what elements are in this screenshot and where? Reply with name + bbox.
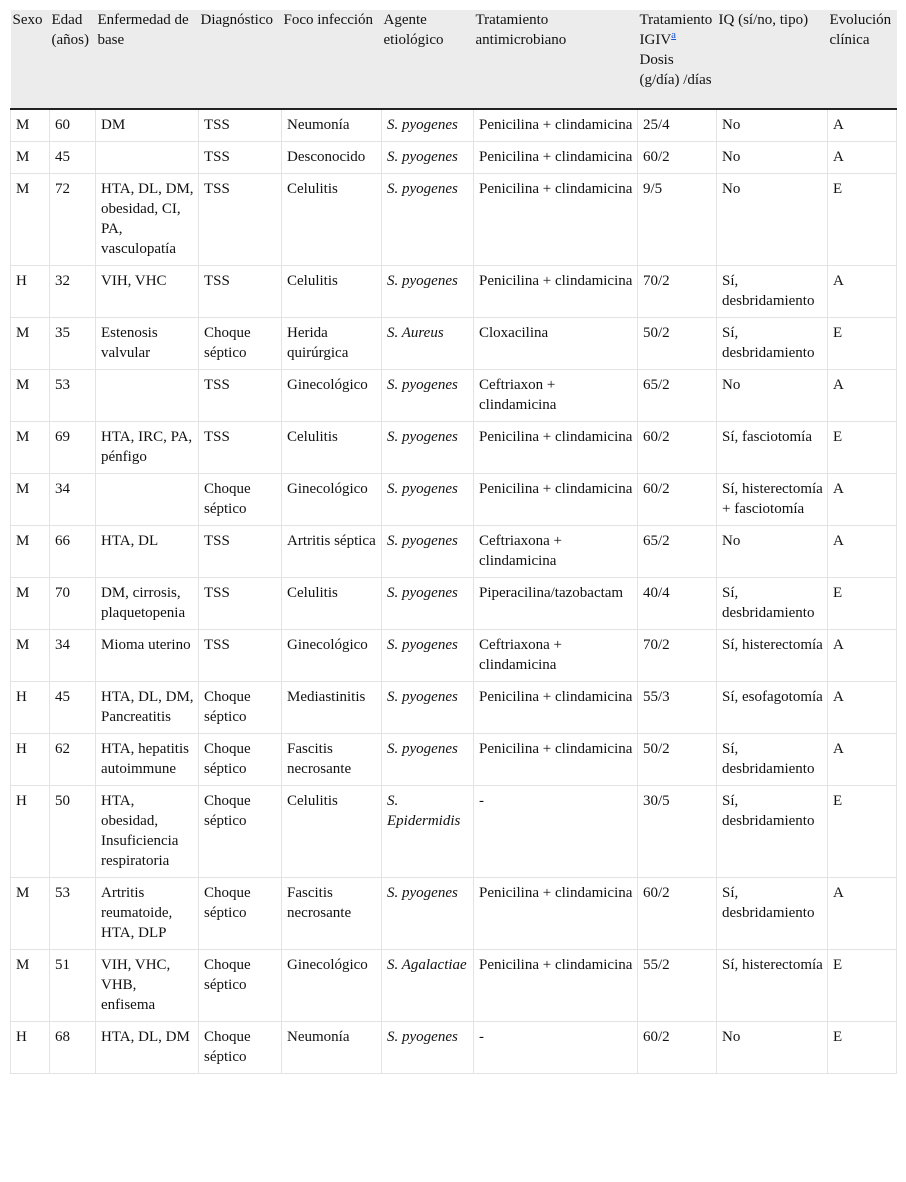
cell-enfermedad-base: HTA, DL, DM, Pancreatitis: [96, 682, 199, 734]
cell-edad: 45: [50, 682, 96, 734]
footnote-link[interactable]: a: [671, 29, 677, 41]
cell-evolucion-clinica: A: [828, 682, 897, 734]
cell-iq: No: [717, 174, 828, 266]
table-row: [11, 578, 897, 630]
cell-enfermedad-base: HTA, IRC, PA, pénfigo: [96, 422, 199, 474]
cell-diagnostico: Choque séptico: [199, 786, 282, 878]
cell-enfermedad-base: VIH, VHC: [96, 266, 199, 318]
cell-tratamiento-antimicrobiano: Penicilina + clindamicina: [474, 109, 638, 142]
cell-enfermedad-base: HTA, DL: [96, 526, 199, 578]
cell-sexo: M: [11, 370, 50, 422]
cell-enfermedad-base: HTA, DL, DM: [96, 1022, 199, 1074]
cell-foco-infeccion: Ginecológico: [282, 370, 382, 422]
cell-diagnostico: TSS: [199, 109, 282, 142]
cell-agente-etiologico: S. Agalactiae: [382, 950, 474, 1022]
cell-enfermedad-base: Estenosis valvular: [96, 318, 199, 370]
table-row: [11, 526, 897, 578]
cell-agente-etiologico: S. pyogenes: [382, 526, 474, 578]
cell-diagnostico: TSS: [199, 174, 282, 266]
cell-tratamiento-antimicrobiano: Penicilina + clindamicina: [474, 142, 638, 174]
cell-agente-etiologico: S. Epidermidis: [382, 786, 474, 878]
cell-agente-etiologico: S. pyogenes: [382, 1022, 474, 1074]
cell-tratamiento-antimicrobiano: Ceftriaxon + clindamicina: [474, 370, 638, 422]
cell-sexo: H: [11, 266, 50, 318]
cell-foco-infeccion: Fascitis necrosante: [282, 878, 382, 950]
cell-dosis-igiv: 60/2: [638, 1022, 717, 1074]
cell-sexo: M: [11, 318, 50, 370]
cell-foco-infeccion: Neumonía: [282, 109, 382, 142]
cell-sexo: H: [11, 734, 50, 786]
cell-enfermedad-base: [96, 370, 199, 422]
cell-diagnostico: Choque séptico: [199, 318, 282, 370]
cell-tratamiento-antimicrobiano: Penicilina + clindamicina: [474, 878, 638, 950]
cell-foco-infeccion: Celulitis: [282, 786, 382, 878]
cell-enfermedad-base: HTA, obesidad, Insuficiencia respiratoria: [96, 786, 199, 878]
cell-sexo: M: [11, 578, 50, 630]
cell-dosis-igiv: 40/4: [638, 578, 717, 630]
cell-foco-infeccion: Fascitis necrosante: [282, 734, 382, 786]
cell-sexo: H: [11, 786, 50, 878]
table-row: [11, 950, 897, 1022]
cell-tratamiento-antimicrobiano: Penicilina + clindamicina: [474, 734, 638, 786]
cell-dosis-igiv: 25/4: [638, 109, 717, 142]
header-foco-infeccion: Foco infección: [282, 10, 382, 109]
cell-evolucion-clinica: A: [828, 474, 897, 526]
header-tratamiento-antimicrobiano: Tratamiento antimicrobiano: [474, 10, 638, 109]
cell-enfermedad-base: Artritis reumatoide, HTA, DLP: [96, 878, 199, 950]
cell-foco-infeccion: Celulitis: [282, 422, 382, 474]
cell-tratamiento-antimicrobiano: Penicilina + clindamicina: [474, 474, 638, 526]
cell-edad: 69: [50, 422, 96, 474]
cell-sexo: M: [11, 526, 50, 578]
cell-diagnostico: Choque séptico: [199, 950, 282, 1022]
header-iq: IQ (sí/no, tipo): [717, 10, 828, 109]
cell-iq: Sí, fasciotomía: [717, 422, 828, 474]
cell-enfermedad-base: HTA, DL, DM, obesidad, CI, PA, vasculopatía: [96, 174, 199, 266]
cell-diagnostico: Choque séptico: [199, 1022, 282, 1074]
cell-iq: Sí, histerectomía: [717, 630, 828, 682]
cell-tratamiento-antimicrobiano: Piperacilina/tazobactam: [474, 578, 638, 630]
cell-iq: Sí, esofagotomía: [717, 682, 828, 734]
cell-tratamiento-antimicrobiano: Penicilina + clindamicina: [474, 682, 638, 734]
table-row: [11, 109, 897, 142]
cell-tratamiento-antimicrobiano: Penicilina + clindamicina: [474, 266, 638, 318]
cell-sexo: H: [11, 1022, 50, 1074]
table-row: [11, 370, 897, 422]
cell-iq: Sí, desbridamiento: [717, 578, 828, 630]
table-body: [11, 109, 897, 1074]
cell-tratamiento-antimicrobiano: -: [474, 786, 638, 878]
cell-evolucion-clinica: A: [828, 370, 897, 422]
cell-foco-infeccion: Ginecológico: [282, 474, 382, 526]
cell-diagnostico: Choque séptico: [199, 878, 282, 950]
cell-evolucion-clinica: E: [828, 422, 897, 474]
cell-dosis-igiv: 70/2: [638, 630, 717, 682]
cell-sexo: H: [11, 682, 50, 734]
cell-enfermedad-base: HTA, hepatitis autoimmune: [96, 734, 199, 786]
cell-evolucion-clinica: E: [828, 318, 897, 370]
cell-edad: 53: [50, 370, 96, 422]
cell-tratamiento-antimicrobiano: Penicilina + clindamicina: [474, 422, 638, 474]
cell-enfermedad-base: [96, 474, 199, 526]
cell-dosis-igiv: 55/3: [638, 682, 717, 734]
cell-evolucion-clinica: E: [828, 578, 897, 630]
cell-foco-infeccion: Ginecológico: [282, 950, 382, 1022]
cell-tratamiento-antimicrobiano: Penicilina + clindamicina: [474, 950, 638, 1022]
cell-agente-etiologico: S. Aureus: [382, 318, 474, 370]
clinical-cases-table: [10, 10, 897, 1074]
cell-foco-infeccion: Ginecológico: [282, 630, 382, 682]
cell-foco-infeccion: Herida quirúrgica: [282, 318, 382, 370]
cell-dosis-igiv: 30/5: [638, 786, 717, 878]
table-row: [11, 422, 897, 474]
footnote-marker: [671, 27, 676, 41]
header-agente-etiologico: Agente etiológico: [382, 10, 474, 109]
cell-evolucion-clinica: E: [828, 950, 897, 1022]
cell-diagnostico: TSS: [199, 526, 282, 578]
cell-edad: 34: [50, 474, 96, 526]
cell-sexo: M: [11, 109, 50, 142]
cell-diagnostico: Choque séptico: [199, 682, 282, 734]
table-row: [11, 682, 897, 734]
cell-diagnostico: TSS: [199, 266, 282, 318]
cell-edad: 62: [50, 734, 96, 786]
cell-diagnostico: Choque séptico: [199, 734, 282, 786]
cell-evolucion-clinica: A: [828, 266, 897, 318]
cell-iq: Sí, desbridamiento: [717, 878, 828, 950]
cell-edad: 34: [50, 630, 96, 682]
cell-sexo: M: [11, 878, 50, 950]
header-tratamiento-igiv: Tratamiento IGIV$^a$ Dosis (g/día) /días: [638, 10, 717, 109]
cell-agente-etiologico: S. pyogenes: [382, 578, 474, 630]
cell-enfermedad-base: VIH, VHC, VHB, enfisema: [96, 950, 199, 1022]
cell-enfermedad-base: DM, cirrosis, plaquetopenia: [96, 578, 199, 630]
cell-iq: Sí, desbridamiento: [717, 318, 828, 370]
cell-sexo: M: [11, 474, 50, 526]
cell-edad: 45: [50, 142, 96, 174]
cell-diagnostico: TSS: [199, 578, 282, 630]
cell-enfermedad-base: [96, 142, 199, 174]
cell-sexo: M: [11, 422, 50, 474]
cell-dosis-igiv: 50/2: [638, 318, 717, 370]
cell-agente-etiologico: S. pyogenes: [382, 682, 474, 734]
cell-evolucion-clinica: A: [828, 734, 897, 786]
cell-iq: No: [717, 142, 828, 174]
cell-foco-infeccion: Mediastinitis: [282, 682, 382, 734]
cell-evolucion-clinica: E: [828, 174, 897, 266]
cell-agente-etiologico: S. pyogenes: [382, 174, 474, 266]
header-edad: Edad (años): [50, 10, 96, 109]
cell-evolucion-clinica: A: [828, 142, 897, 174]
cell-diagnostico: TSS: [199, 370, 282, 422]
cell-foco-infeccion: Celulitis: [282, 578, 382, 630]
cell-edad: 50: [50, 786, 96, 878]
cell-evolucion-clinica: A: [828, 630, 897, 682]
cell-edad: 53: [50, 878, 96, 950]
cell-iq: Sí, desbridamiento: [717, 734, 828, 786]
cell-agente-etiologico: S. pyogenes: [382, 474, 474, 526]
cell-diagnostico: TSS: [199, 422, 282, 474]
header-diagnostico: Diagnóstico: [199, 10, 282, 109]
cell-evolucion-clinica: E: [828, 1022, 897, 1074]
table-row: [11, 174, 897, 266]
cell-enfermedad-base: DM: [96, 109, 199, 142]
cell-diagnostico: Choque séptico: [199, 474, 282, 526]
table-row: [11, 786, 897, 878]
cell-edad: 32: [50, 266, 96, 318]
cell-dosis-igiv: 60/2: [638, 142, 717, 174]
cell-dosis-igiv: 65/2: [638, 370, 717, 422]
cell-enfermedad-base: Mioma uterino: [96, 630, 199, 682]
cell-edad: 68: [50, 1022, 96, 1074]
cell-sexo: M: [11, 630, 50, 682]
header-sexo: Sexo: [11, 10, 50, 109]
cell-diagnostico: TSS: [199, 630, 282, 682]
cell-agente-etiologico: S. pyogenes: [382, 142, 474, 174]
cell-evolucion-clinica: A: [828, 109, 897, 142]
cell-foco-infeccion: Neumonía: [282, 1022, 382, 1074]
cell-dosis-igiv: 50/2: [638, 734, 717, 786]
cell-dosis-igiv: 70/2: [638, 266, 717, 318]
cell-edad: 66: [50, 526, 96, 578]
cell-agente-etiologico: S. pyogenes: [382, 878, 474, 950]
cell-foco-infeccion: Celulitis: [282, 266, 382, 318]
cell-edad: 60: [50, 109, 96, 142]
cell-tratamiento-antimicrobiano: Ceftriaxona + clindamicina: [474, 630, 638, 682]
table-row: [11, 878, 897, 950]
cell-evolucion-clinica: E: [828, 786, 897, 878]
cell-iq: Sí, desbridamiento: [717, 786, 828, 878]
cell-agente-etiologico: S. pyogenes: [382, 630, 474, 682]
cell-dosis-igiv: 9/5: [638, 174, 717, 266]
header-enfermedad-base: Enfermedad de base: [96, 10, 199, 109]
cell-tratamiento-antimicrobiano: Penicilina + clindamicina: [474, 174, 638, 266]
cell-agente-etiologico: S. pyogenes: [382, 422, 474, 474]
cell-agente-etiologico: S. pyogenes: [382, 370, 474, 422]
cell-dosis-igiv: 65/2: [638, 526, 717, 578]
cell-iq: Sí, desbridamiento: [717, 266, 828, 318]
cell-sexo: M: [11, 950, 50, 1022]
cell-tratamiento-antimicrobiano: Cloxacilina: [474, 318, 638, 370]
cell-foco-infeccion: Celulitis: [282, 174, 382, 266]
table-row: [11, 266, 897, 318]
cell-iq: No: [717, 109, 828, 142]
table-row: [11, 734, 897, 786]
header-evolucion-clinica: Evolución clínica: [828, 10, 897, 109]
cell-edad: 72: [50, 174, 96, 266]
cell-tratamiento-antimicrobiano: -: [474, 1022, 638, 1074]
header-row: [11, 10, 897, 109]
cell-iq: No: [717, 526, 828, 578]
cell-iq: No: [717, 1022, 828, 1074]
cell-iq: Sí, histerectomía + fasciotomía: [717, 474, 828, 526]
cell-iq: Sí, histerectomía: [717, 950, 828, 1022]
cell-evolucion-clinica: A: [828, 526, 897, 578]
cell-evolucion-clinica: A: [828, 878, 897, 950]
cell-sexo: M: [11, 174, 50, 266]
cell-diagnostico: TSS: [199, 142, 282, 174]
cell-foco-infeccion: Desconocido: [282, 142, 382, 174]
cell-agente-etiologico: S. pyogenes: [382, 109, 474, 142]
table-row: [11, 474, 897, 526]
table-row: [11, 630, 897, 682]
cell-edad: 70: [50, 578, 96, 630]
cell-tratamiento-antimicrobiano: Ceftriaxona + clindamicina: [474, 526, 638, 578]
table-row: [11, 142, 897, 174]
cell-dosis-igiv: 60/2: [638, 474, 717, 526]
cell-agente-etiologico: S. pyogenes: [382, 266, 474, 318]
cell-dosis-igiv: 60/2: [638, 878, 717, 950]
cell-dosis-igiv: 55/2: [638, 950, 717, 1022]
cell-dosis-igiv: 60/2: [638, 422, 717, 474]
cell-edad: 51: [50, 950, 96, 1022]
cell-agente-etiologico: S. pyogenes: [382, 734, 474, 786]
cell-foco-infeccion: Artritis séptica: [282, 526, 382, 578]
cell-edad: 35: [50, 318, 96, 370]
table-container: [10, 10, 896, 1074]
table-row: [11, 318, 897, 370]
cell-sexo: M: [11, 142, 50, 174]
cell-iq: No: [717, 370, 828, 422]
table-row: [11, 1022, 897, 1074]
